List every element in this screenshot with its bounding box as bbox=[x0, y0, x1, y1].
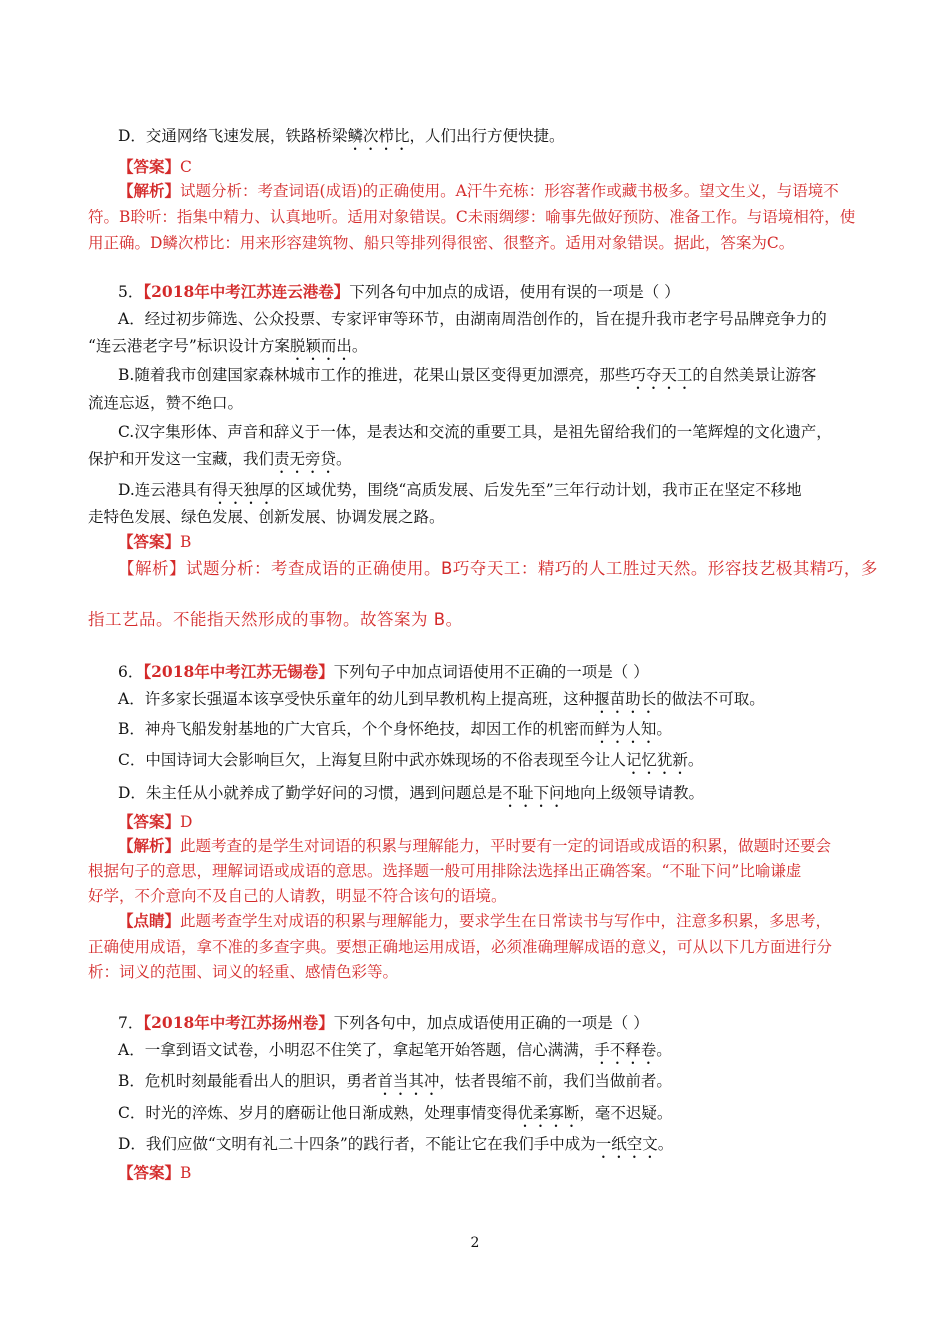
q7-option-b: B．危机时刻最能看出人的胆识，勇者首当其冲，怯者畏缩不前，我们当做前者。 bbox=[118, 1072, 672, 1090]
q7-option-c: C．时光的淬炼、岁月的磨砺让他日渐成熟，处理事情变得优柔寡断，毫不迟疑。 bbox=[118, 1104, 673, 1122]
q4-analysis-line2: 符。B聆听：指集中精力、认真地听。适用对象错误。C未雨绸缪：喻事先做好预防、准备工作。与语境相符，使 bbox=[88, 208, 856, 226]
q6-point-line3: 析：词义的范围、词义的轻重、感情色彩等。 bbox=[88, 963, 399, 981]
q5-option-d-line2: 走特色发展、绿色发展、创新发展、协调发展之路。 bbox=[88, 508, 445, 526]
q5-analysis-line2: 指工艺品。不能指天然形成的事物。故答案为 B。 bbox=[88, 610, 463, 629]
q5-option-a-line2: “连云港老字号”标识设计方案脱颖而出。 bbox=[88, 337, 368, 355]
q6-stem: 6．【2018年中考江苏无锡卷】下列句子中加点词语使用不正确的一项是（ ） bbox=[118, 662, 649, 681]
q7-answer: 【答案】B bbox=[118, 1163, 192, 1182]
q5-option-b-line1: B.随着我市创建国家森林城市工作的推进，花果山景区变得更加漂亮，那些巧夺天工的自然美景让游客 bbox=[118, 366, 817, 384]
q4-option-d: D．交通网络飞速发展，铁路桥梁鳞次栉比，人们出行方便快捷。 bbox=[118, 127, 565, 145]
q4-analysis-line1: 【解析】试题分析：考查词语(成语)的正确使用。A汗牛充栋：形容著作或藏书极多。望文生义，与语境不 bbox=[118, 181, 839, 200]
q6-option-c: C．中国诗词大会影响巨欠，上海复旦附中武亦姝现场的不俗表现至今让人记忆犹新。 bbox=[118, 751, 704, 769]
q5-option-c-line2: 保护和开发这一宝藏，我们责无旁贷。 bbox=[88, 450, 352, 468]
q4-answer: 【答案】C bbox=[118, 157, 192, 176]
q5-answer: 【答案】B bbox=[118, 532, 192, 551]
q6-point-line2: 正确使用成语，拿不准的多查字典。要想正确地运用成语，必须准确理解成语的意义，可从以下几方面进行分 bbox=[88, 938, 833, 956]
q7-option-a: A．一拿到语文试卷，小明忍不住笑了，拿起笔开始答题，信心满满，手不释卷。 bbox=[118, 1041, 672, 1059]
q7-stem: 7．【2018年中考江苏扬州卷】下列各句中，加点成语使用正确的一项是（ ） bbox=[118, 1013, 649, 1032]
q7-option-d: D．我们应做“文明有礼二十四条”的践行者，不能让它在我们手中成为一纸空文。 bbox=[118, 1135, 674, 1153]
q5-option-b-line2: 流连忘返，赞不绝口。 bbox=[88, 394, 244, 412]
page-number: 2 bbox=[470, 1235, 480, 1251]
q5-analysis-line1: 【解析】试题分析：考查成语的正确使用。B巧夺天工：精巧的人工胜过天然。形容技艺极其精巧，多 bbox=[118, 559, 878, 578]
q6-analysis-line1: 【解析】此题考查的是学生对词语的积累与理解能力，平时要有一定的词语或成语的积累，做题时还要会 bbox=[118, 836, 832, 855]
q6-point-line1: 【点睛】此题考查学生对成语的积累与理解能力，要求学生在日常读书与写作中，注意多积累，多思考， bbox=[118, 911, 832, 930]
q6-analysis-line2: 根据句子的意思，理解词语或成语的意思。选择题一般可用排除法选择出正确答案。“不耻下问”比喻谦虚 bbox=[88, 862, 802, 880]
q5-option-c-line1: C.汉字集形体、声音和辞义于一体，是表达和交流的重要工具，是祖先留给我们的一笔辉煌的文化遗产， bbox=[118, 423, 832, 441]
q5-option-a-line1: A．经过初步筛选、公众投票、专家评审等环节，由湖南周浩创作的，旨在提升我市老字号品牌竞争力的 bbox=[118, 310, 827, 328]
q6-option-a: A．许多家长强逼本该享受快乐童年的幼儿到早教机构上提高班，这种揠苗助长的做法不可取。 bbox=[118, 690, 765, 708]
q6-option-d: D．朱主任从小就养成了勤学好问的习惯，遇到问题总是不耻下问地向上级领导请教。 bbox=[118, 784, 704, 802]
q4-analysis-line3: 用正确。D鳞次栉比：用来形容建筑物、船只等排列得很密、很整齐。适用对象错误。据此，答案为C。 bbox=[88, 234, 795, 252]
q5-stem: 5．【2018年中考江苏连云港卷】下列各句中加点的成语，使用有误的一项是（ ） bbox=[118, 282, 680, 301]
q6-analysis-line3: 好学，不介意向不及自己的人请教，明显不符合该句的语境。 bbox=[88, 887, 507, 905]
q5-option-d-line1: D.连云港具有得天独厚的区域优势，围绕“高质发展、后发先至”三年行动计划，我市正在坚定不移地 bbox=[118, 481, 802, 499]
q6-option-b: B．神舟飞船发射基地的广大官兵，个个身怀绝技，却因工作的机密而鲜为人知。 bbox=[118, 720, 672, 738]
q6-answer: 【答案】D bbox=[118, 812, 193, 831]
